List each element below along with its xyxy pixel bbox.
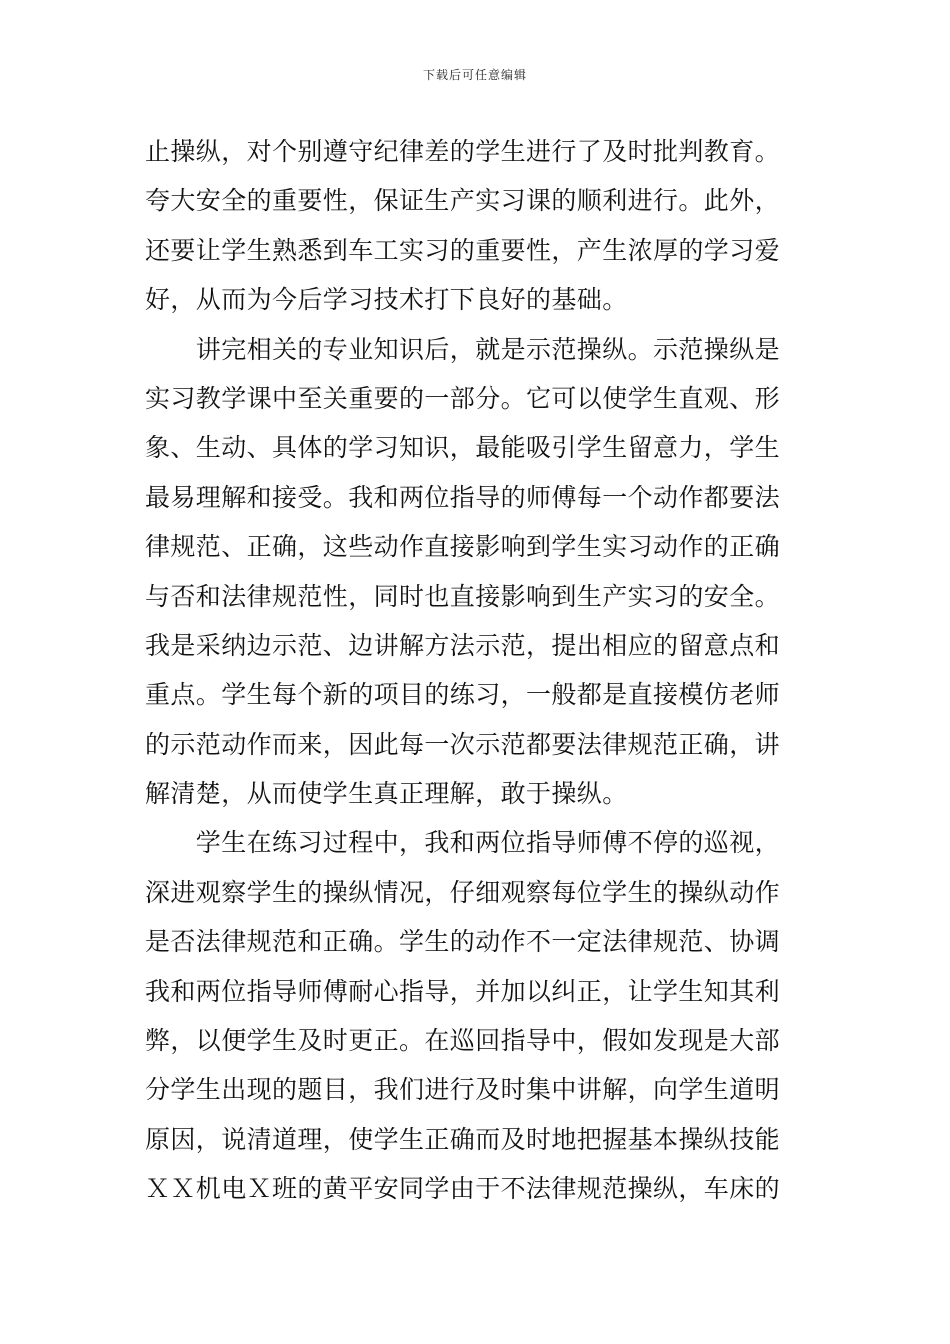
text-line-13: 的示范动作而来，因此每一次示范都要法律规范正确，讲	[145, 729, 781, 759]
text-line-1: 止操纵，对个别遵守纪律差的学生进行了及时批判教育。	[145, 137, 781, 166]
text-line-12: 重点。学生每个新的项目的练习，一般都是直接模仿老师	[145, 680, 781, 710]
text-line-14: 解清楚，从而使学生真正理解，敢于操纵。	[145, 779, 628, 809]
text-line-21: 原因，说清道理，使学生正确而及时地把握基本操纵技能	[145, 1124, 781, 1154]
text-line-20: 分学生出现的题目，我们进行及时集中讲解，向学生道明	[145, 1075, 781, 1105]
text-line-11: 我是采纳边示范、边讲解方法示范，提出相应的留意点和	[145, 630, 781, 660]
text-line-18: 我和两位指导师傅耐心指导，并加以纠正，让学生知其利	[145, 976, 781, 1006]
body-text	[145, 127, 810, 1214]
text-line-2: 夸大安全的重要性，保证生产实习课的顺利进行。此外，	[145, 186, 781, 216]
text-line-7: 象、生动、具体的学习知识，最能吸引学生留意力，学生	[145, 433, 781, 463]
text-line-17: 是否法律规范和正确。学生的动作不一定法律规范、协调	[145, 927, 781, 957]
text-line-5: 讲完相关的专业知识后，就是示范操纵。示范操纵是	[145, 334, 781, 364]
text-line-16: 深进观察学生的操纵情况，仔细观察每位学生的操纵动作	[145, 877, 781, 907]
text-line-19: 弊，以便学生及时更正。在巡回指导中，假如发现是大部	[145, 1026, 781, 1056]
header-note: 下载后可任意编辑	[422, 68, 527, 82]
text-line-9: 律规范、正确，这些动作直接影响到学生实习动作的正确	[145, 532, 781, 562]
text-line-4: 好，从而为今后学习技术打下良好的基础。	[145, 285, 628, 315]
text-line-15: 学生在练习过程中，我和两位指导师傅不停的巡视，	[145, 828, 781, 858]
text-line-6: 实习教学课中至关重要的一部分。它可以使学生直观、形	[145, 383, 781, 413]
text-line-3: 还要让学生熟悉到车工实习的重要性，产生浓厚的学习爱	[145, 235, 781, 265]
text-line-10: 与否和法律规范性，同时也直接影响到生产实习的安全。	[145, 581, 781, 611]
text-line-22: ＸＸ机电Ｘ班的黄平安同学由于不法律规范操纵，车床的	[145, 1174, 781, 1204]
text-line-8: 最易理解和接受。我和两位指导的师傅每一个动作都要法	[145, 482, 781, 512]
